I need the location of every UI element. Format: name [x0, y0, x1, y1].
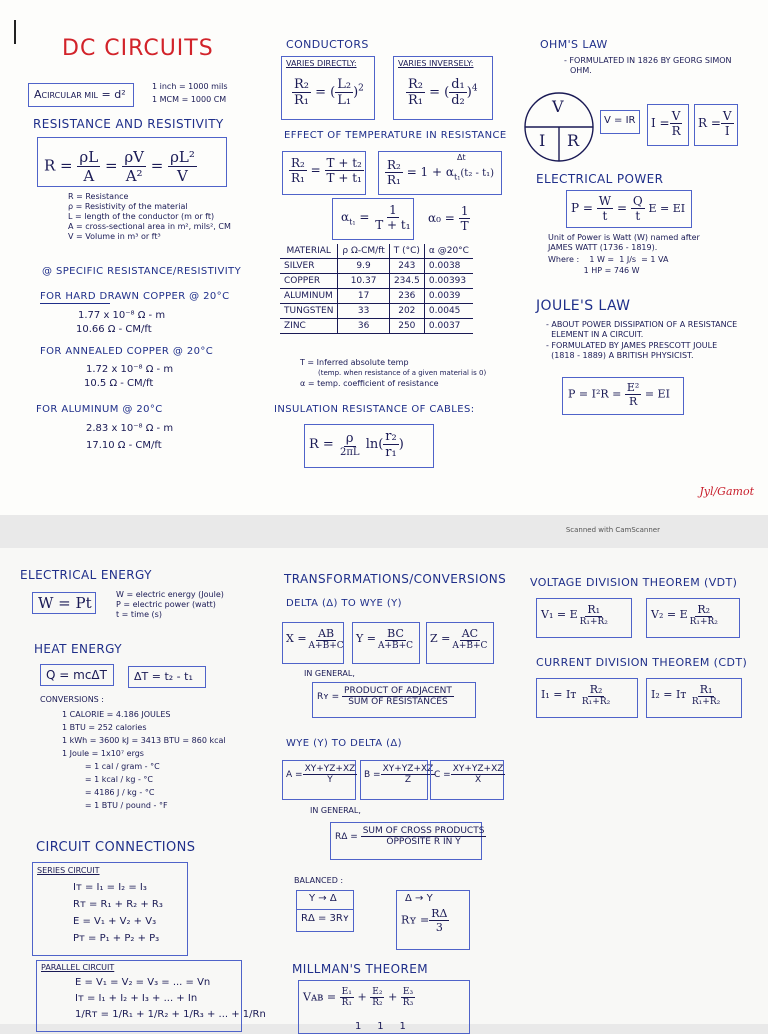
table-cell: 236	[389, 289, 424, 304]
column-header: MATERIAL	[280, 244, 338, 259]
frac-num: 1	[389, 203, 397, 217]
ohm-formula-1	[600, 110, 640, 134]
balanced-wye-to-delta	[296, 890, 354, 932]
temperature-formula-1: $\frac{\text{R₂}}{\text{R₁}}$ = $\frac{\text{T + t₂}}{\text{T + t₁}}$	[282, 151, 366, 195]
ohm-formula-3	[694, 104, 738, 146]
table-cell: 0.0038	[424, 259, 473, 274]
frac-den: T + t₁	[326, 171, 362, 185]
alpha-t1-formula: $\alpha_{t_1}$ = $\frac{1}{\text{T + t₁}}$	[332, 198, 414, 240]
scanner-watermark: Scanned with CamScanner	[565, 526, 660, 534]
formula-lhs: I =	[651, 116, 670, 130]
section-heading: CIRCUIT CONNECTIONS	[36, 840, 196, 855]
table-cell: 234.5	[389, 274, 424, 289]
formula-lhs: Rʏ =	[401, 913, 430, 927]
table-cell: 9.9	[338, 259, 389, 274]
formula-lhs: R =	[44, 156, 73, 175]
resistivity-value: 1.77 x 10⁻⁸ Ω - m	[78, 310, 166, 321]
frac-num: R₂	[291, 156, 305, 170]
balanced-heading: BALANCED :	[294, 876, 344, 885]
frac-num: 1	[460, 204, 469, 218]
resistivity-value: 10.66 Ω - CM/ft	[76, 324, 152, 335]
conversions-heading: CONVERSIONS :	[40, 695, 104, 704]
formula-lhs: V₁ = E	[541, 608, 578, 621]
frac-den: R₁+R₂	[579, 617, 608, 627]
frac-num: E₃	[402, 987, 414, 997]
frac-den: R₃	[402, 998, 414, 1008]
formula-label: VARIES DIRECTLY:	[286, 59, 357, 68]
frac-num: AB	[318, 627, 335, 640]
material-table	[280, 244, 473, 334]
conversion-item: = 1 cal / gram - °C	[62, 762, 160, 771]
formula-lhs: B =	[364, 770, 381, 780]
frac-den: R₁	[408, 93, 423, 108]
frac-den: R	[671, 124, 681, 138]
joule-note: - FORMULATED BY JAMES PRESCOTT JOULE	[546, 341, 718, 350]
frac-den: SUM OF RESISTANCES	[348, 697, 448, 707]
frac-num: ρL	[79, 148, 99, 166]
frac-num: W	[598, 194, 612, 208]
formula-text: W = Pt	[38, 594, 92, 612]
frac-den: L₁	[337, 93, 352, 108]
resistivity-value: 1.72 x 10⁻⁸ Ω - m	[86, 364, 174, 375]
legend-item: L = length of the conductor (m or ft)	[68, 212, 215, 221]
conversion-item: 1 CALORIE = 4.186 JOULES	[62, 710, 171, 719]
notes-page-2	[0, 548, 768, 1032]
section-heading: RESISTANCE AND RESISTIVITY	[33, 117, 224, 131]
legend-item: R = Resistance	[68, 192, 129, 201]
frac-num: T + t₂	[326, 156, 362, 170]
joule-formula	[562, 377, 684, 415]
section-heading: JOULE'S LAW	[536, 298, 631, 314]
author-signature: Jyl/Gamot	[699, 485, 754, 498]
temperature-formula-2	[378, 151, 502, 195]
frac-den: A+B+C	[452, 641, 488, 651]
margin-mark	[14, 20, 16, 44]
balanced-direction: Δ → Y	[405, 893, 433, 904]
conversion-item: 1 BTU = 252 calories	[62, 723, 147, 732]
table-note: α = temp. coefficient of resistance	[300, 379, 439, 388]
table-row	[280, 274, 473, 289]
balanced-formula: RΔ = 3Rʏ	[301, 913, 349, 924]
mcm-note: 1 MCM = 1000 CM	[152, 95, 227, 104]
frac-den: I	[724, 124, 730, 138]
frac-num: AC	[461, 627, 479, 640]
formula-lhs: I₂ = Iᴛ	[651, 688, 687, 701]
series-formula: E = V₁ + V₂ + V₃	[73, 916, 157, 927]
delta-to-wye-z	[426, 622, 494, 664]
table-cell: TUNGSTEN	[280, 304, 338, 319]
frac-num: SUM OF CROSS PRODUCTS	[362, 826, 485, 836]
varies-inversely-formula: VARIES INVERSELY: $\frac{\text{R₂}}{\text{R₁}}$ = ( $\frac{\text{d₁}}{\text{d₂}}$ )$^4$	[393, 56, 493, 120]
formula-tail: (t₂ - t₁)	[460, 168, 494, 179]
conversion-item: = 4186 J / kg - °C	[62, 788, 155, 797]
formula-lhs: RΔ =	[335, 832, 358, 842]
column-header: α @20°C	[424, 244, 473, 259]
frac-num: E²	[626, 381, 640, 394]
frac-num: ρV	[124, 148, 144, 166]
frac-den: r₁	[385, 445, 397, 460]
formula-lhs: Vᴀʙ =	[303, 990, 337, 1004]
section-heading: VOLTAGE DIVISION THEOREM (VDT)	[530, 576, 738, 589]
wye-to-delta-c	[430, 760, 504, 800]
table-row	[280, 319, 473, 334]
formula-sub: t₁	[453, 172, 461, 182]
frac-den: OPPOSITE R IN Y	[386, 837, 461, 847]
wheel-label-i: I	[539, 131, 546, 150]
series-formula: Pᴛ = P₁ + P₂ + P₃	[73, 933, 160, 944]
joule-note: ELEMENT IN A CIRCUIT.	[546, 330, 644, 339]
ln-text: ln	[365, 437, 379, 452]
frac-num: r₂	[385, 429, 397, 444]
frac-num: R₂	[589, 683, 603, 696]
energy-legend: W = electric energy (Joule)	[116, 590, 224, 599]
formula-lhs: C =	[434, 770, 451, 780]
formula-sub: t₁	[349, 217, 356, 227]
frac-den: R₁	[341, 998, 352, 1008]
section-heading: ELECTRICAL ENERGY	[20, 568, 152, 582]
frac-num: R₁	[587, 603, 601, 616]
legend-item: ρ = Resistivity of the material	[68, 202, 188, 211]
table-header-row	[280, 244, 473, 259]
table-cell: 0.00393	[424, 274, 473, 289]
frac-den: R₁+R₂	[691, 697, 721, 707]
table-cell: ZINC	[280, 319, 338, 334]
formula-lhs: V₂ = E	[651, 608, 688, 621]
notes-page-1	[0, 0, 768, 515]
insulation-formula: R = $\frac{\rho}{2\pi L}$ ln( $\frac{\text{r₂}}{\text{r₁}}$ )	[304, 424, 434, 468]
resistivity-value: 10.5 Ω - CM/ft	[84, 378, 154, 389]
frac-num: E₂	[372, 987, 383, 997]
ohm-formula-2	[647, 104, 689, 146]
formula-lhs: X =	[286, 632, 307, 645]
table-row	[280, 304, 473, 319]
formula-tail: E = EI	[648, 202, 686, 215]
delta-to-wye-y	[352, 622, 420, 664]
exponent: 4	[471, 83, 478, 94]
formula-text: V = IR	[604, 115, 636, 126]
column-header: ρ Ω-CM/ft	[338, 244, 389, 259]
exponent: 2	[358, 83, 364, 94]
formula-text: A	[34, 88, 42, 101]
formula-rhs: = d²	[101, 88, 126, 101]
table-row	[280, 259, 473, 274]
parallel-formula: E = V₁ = V₂ = V₃ = ... = Vn	[75, 977, 211, 988]
frac-num: d₁	[451, 77, 465, 92]
section-heading: INSULATION RESISTANCE OF CABLES:	[274, 404, 475, 415]
in-general-label: IN GENERAL,	[310, 806, 361, 815]
frac-num: BC	[387, 627, 404, 640]
series-formula: Iᴛ = I₁ = I₂ = I₃	[73, 882, 147, 893]
wye-to-delta-a	[282, 760, 356, 800]
frac-den: R₁+R₂	[689, 617, 718, 627]
frac-den: A²	[125, 167, 143, 185]
section-heading: EFFECT OF TEMPERATURE IN RESISTANCE	[284, 130, 507, 141]
energy-formula	[32, 592, 96, 614]
conversion-item: 1 Joule = 1x10⁷ ergs	[62, 749, 144, 758]
conversion-item: = 1 BTU / pound - °F	[62, 801, 168, 810]
frac-num: XY+YZ+XZ	[304, 764, 356, 774]
table-cell: SILVER	[280, 259, 338, 274]
formula-lhs: Rʏ =	[317, 692, 340, 702]
table-cell: 202	[389, 304, 424, 319]
table-cell: 250	[389, 319, 424, 334]
power-note: 1 HP = 746 W	[548, 266, 640, 275]
delta-general-formula	[330, 822, 485, 860]
series-circuit-box	[32, 862, 188, 956]
delta-to-wye-x	[282, 622, 344, 664]
frac-den: Z	[404, 775, 412, 785]
ohms-law-wheel	[523, 91, 595, 167]
frac-num: PRODUCT OF ADJACENT	[344, 686, 452, 696]
frac-den: 2πL	[339, 447, 360, 458]
frac-num: RΔ	[431, 907, 448, 920]
frac-den: V	[177, 167, 188, 185]
underline	[40, 303, 110, 304]
frac-num: ρL²	[170, 148, 195, 166]
ohm-note: - FORMULATED IN 1826 BY GEORG SIMON	[564, 56, 732, 65]
frac-num: R₂	[387, 158, 401, 172]
conversion-item: 1 kWh = 3600 kJ = 3413 BTU = 860 kcal	[62, 736, 226, 745]
millman-denominator: 1 1 1	[355, 1021, 406, 1032]
frac-den: 3	[435, 921, 443, 934]
frac-den: R₂	[372, 998, 383, 1008]
frac-den: T + t₁	[375, 218, 411, 232]
table-cell: 33	[338, 304, 389, 319]
frac-den: R₁	[291, 171, 305, 185]
section-heading: HEAT ENERGY	[34, 642, 122, 656]
alpha-zero-formula	[428, 204, 471, 233]
frac-num: V	[722, 109, 732, 123]
heat-formula	[40, 664, 114, 686]
frac-den: R	[628, 395, 638, 408]
frac-num: R₂	[408, 77, 423, 92]
table-cell: ALUMINUM	[280, 289, 338, 304]
power-note: Unit of Power is Watt (W) named after	[548, 233, 700, 242]
section-heading: OHM'S LAW	[540, 38, 608, 51]
table-cell: 17	[338, 289, 389, 304]
subsection-heading: DELTA (Δ) TO WYE (Y)	[286, 598, 402, 609]
formula-rhs: = 1 + α	[406, 165, 454, 179]
legend-item: A = cross-sectional area in m², mils², CM	[68, 222, 231, 231]
inch-note: 1 inch = 1000 mils	[152, 82, 228, 91]
balanced-direction: Y → Δ	[309, 893, 337, 904]
parallel-formula: Iᴛ = I₁ + I₂ + I₃ + ... + In	[75, 993, 198, 1004]
resistivity-formula: R = $\frac{\rho L}{A}$ = $\frac{\rho V}{\text{A²}}$ = $\frac{\text{ρL²}}{V}$	[37, 137, 227, 187]
energy-legend: P = electric power (watt)	[116, 600, 216, 609]
parallel-circuit-box	[36, 960, 266, 1032]
formula-text: ΔT = t₂ - t₁	[134, 670, 193, 683]
energy-legend: t = time (s)	[116, 610, 162, 619]
page-title: DC CIRCUITS	[62, 36, 214, 61]
frac-num: E₁	[341, 987, 352, 997]
frac-num: R₂	[697, 603, 711, 616]
conversion-item: = 1 kcal / kg - °C	[62, 775, 153, 784]
frac-num: L₂	[337, 77, 352, 92]
formula-lhs: P = I²R =	[568, 387, 622, 401]
wye-to-delta-b	[360, 760, 434, 800]
wheel-label-v: V	[552, 97, 564, 116]
cdt-formula-1	[536, 678, 638, 718]
frac-den: T	[460, 219, 469, 233]
column-header: T (°C)	[389, 244, 424, 259]
aluminum-heading: FOR ALUMINUM @ 20°C	[36, 404, 163, 415]
parallel-formula: 1/Rᴛ = 1/R₁ + 1/R₂ + 1/R₃ + ... + 1/Rn	[75, 1009, 266, 1020]
table-row	[280, 289, 473, 304]
frac-num: V	[671, 109, 681, 123]
balanced-delta-to-wye	[396, 890, 470, 950]
frac-num: ρ	[345, 431, 354, 446]
frac-den: X	[474, 775, 482, 785]
subsection-heading: WYE (Y) TO DELTA (Δ)	[286, 738, 402, 749]
formula-lhs: Y =	[356, 632, 376, 645]
frac-den: t	[602, 209, 608, 223]
formula-lhs: α	[341, 210, 350, 224]
frac-den: R₁+R₂	[581, 697, 611, 707]
section-heading: CURRENT DIVISION THEOREM (CDT)	[536, 656, 748, 669]
power-formula: P = $\frac{W}{t}$ = $\frac{Q}{t}$ E = EI	[566, 190, 692, 228]
hard-copper-heading: FOR HARD DRAWN COPPER @ 20°C	[40, 291, 230, 302]
formula-tail: = EI	[644, 387, 670, 401]
formula-lhs: P =	[571, 201, 593, 215]
wye-general-formula	[312, 682, 476, 718]
frac-den: A+B+C	[377, 641, 414, 651]
delta-t-formula	[128, 666, 206, 688]
formula-label: VARIES INVERSELY:	[398, 59, 474, 68]
frac-den: R₁	[387, 173, 401, 187]
table-cell: COPPER	[280, 274, 338, 289]
table-cell: 10.37	[338, 274, 389, 289]
joule-note: (1818 - 1889) A BRITISH PHYSICIST.	[546, 351, 694, 360]
frac-num: R₁	[699, 683, 713, 696]
parallel-label: PARALLEL CIRCUIT	[41, 963, 115, 972]
series-label: SERIES CIRCUIT	[37, 866, 100, 875]
formula-lhs: α₀ =	[428, 211, 455, 225]
formula-lhs: I₁ = Iᴛ	[541, 688, 577, 701]
formula-text: Q = mcΔT	[46, 668, 107, 682]
section-heading: TRANSFORMATIONS/CONVERSIONS	[284, 572, 507, 586]
formula-sub: CIRCULAR MIL	[41, 91, 99, 100]
legend-item: V = Volume in m³ or ft³	[68, 232, 161, 241]
varies-directly-formula: VARIES DIRECTLY: $\frac{\text{R₂}}{\text{R₁}}$ = ( $\frac{\text{L₂}}{\text{L₁}}$ )$^2$	[281, 56, 375, 120]
frac-den: Y	[327, 775, 333, 785]
annealed-copper-heading: FOR ANNEALED COPPER @ 20°C	[40, 346, 214, 357]
frac-num: XY+YZ+XZ	[382, 764, 434, 774]
ohm-note: OHM.	[570, 66, 592, 75]
resistivity-value: 17.10 Ω - CM/ft	[86, 440, 162, 451]
wheel-label-r: R	[567, 131, 580, 150]
in-general-label: IN GENERAL,	[304, 669, 355, 678]
table-cell: 0.0039	[424, 289, 473, 304]
delta-t-note: Δt	[457, 153, 466, 162]
frac-den: A+B+C	[308, 641, 344, 651]
section-heading: @ SPECIFIC RESISTANCE/RESISTIVITY	[42, 266, 242, 277]
formula-lhs: R =	[698, 116, 721, 130]
vdt-formula-1	[536, 598, 632, 638]
frac-num: XY+YZ+XZ	[452, 764, 504, 774]
table-cell: 0.0045	[424, 304, 473, 319]
divider	[297, 909, 353, 910]
frac-den: R₁	[294, 93, 309, 108]
table-note: (temp. when resistance of a given material is 0)	[318, 369, 487, 377]
section-heading: ELECTRICAL POWER	[536, 172, 664, 186]
vdt-formula-2	[646, 598, 740, 638]
joule-note: - ABOUT POWER DISSIPATION OF A RESISTANCE	[546, 320, 738, 329]
table-note: T = Inferred absolute temp	[300, 358, 409, 367]
frac-den: d₂	[451, 93, 465, 108]
formula-lhs: A =	[286, 770, 303, 780]
resistivity-value: 2.83 x 10⁻⁸ Ω - m	[86, 423, 174, 434]
frac-num: R₂	[294, 77, 309, 92]
table-cell: 0.0037	[424, 319, 473, 334]
section-heading: CONDUCTORS	[286, 38, 369, 51]
frac-den: A	[83, 167, 95, 185]
circular-mil-formula	[28, 83, 134, 107]
frac-num: Q	[632, 194, 643, 208]
section-heading: MILLMAN'S THEOREM	[292, 962, 428, 976]
power-note: JAMES WATT (1736 - 1819).	[548, 243, 658, 252]
table-cell: 243	[389, 259, 424, 274]
table-cell: 36	[338, 319, 389, 334]
power-note: Where : 1 W = 1 J/s = 1 VA	[548, 255, 669, 264]
cdt-formula-2	[646, 678, 742, 718]
formula-lhs: R =	[309, 437, 334, 452]
series-formula: Rᴛ = R₁ + R₂ + R₃	[73, 899, 163, 910]
frac-den: t	[635, 209, 641, 223]
millman-formula: Vᴀʙ = $\frac{\text{E₁}}{\text{R₁}}$ + $\frac{\text{E₂}}{\text{R₂}}$ + $\frac{\text{E₃}}{\text{R₃}}$ 1 1 1	[298, 980, 470, 1034]
formula-lhs: Z =	[430, 632, 451, 645]
